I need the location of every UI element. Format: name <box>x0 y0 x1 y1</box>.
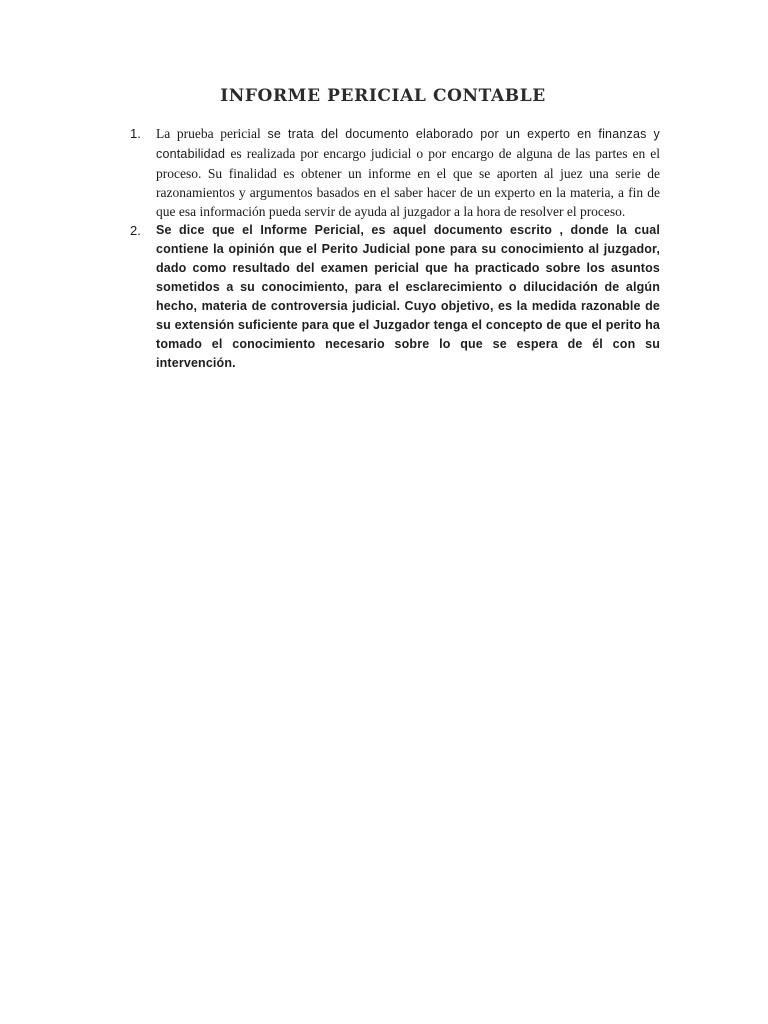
list-item <box>128 124 660 221</box>
text-segment: es realizada por encargo judicial o por encargo de alguna de las partes en el proceso. Su finalidad es obtener un informe en el que se aporten al juez una serie de razonamientos y argumentos basados en el saber hacer de un experto en la materia, a fin de que esa información pueda servir de ayuda al juzgador a la hora de resolver el proceso. <box>156 146 660 219</box>
document-title: INFORME PERICIAL CONTABLE <box>220 86 546 106</box>
list-item-text <box>156 124 660 221</box>
text-segment: se trata del documento elaborado por un experto en finanzas y contabilidad <box>156 127 660 161</box>
numbered-list <box>128 124 660 373</box>
list-item <box>128 221 660 373</box>
text-segment: La prueba pericial <box>156 126 268 141</box>
list-item-number: 2. <box>130 223 141 238</box>
list-item-text: Se dice que el Informe Pericial, es aquel documento escrito , donde la cual contiene la opinión que el Perito Judicial pone para su conocimiento al juzgador, dado como resultado del examen pericial que ha practicado sobre los asuntos sometidos a su conocimiento, para el esclarecimiento o dilucidación de algún hecho, materia de controversia judicial. Cuyo objetivo, es la medida razonable de su extensión suficiente para que el Juzgador tenga el concepto de que el perito ha tomado el conocimiento necesario sobre lo que se espera de él con su intervención. <box>156 223 660 370</box>
list-item-number: 1. <box>130 126 141 141</box>
